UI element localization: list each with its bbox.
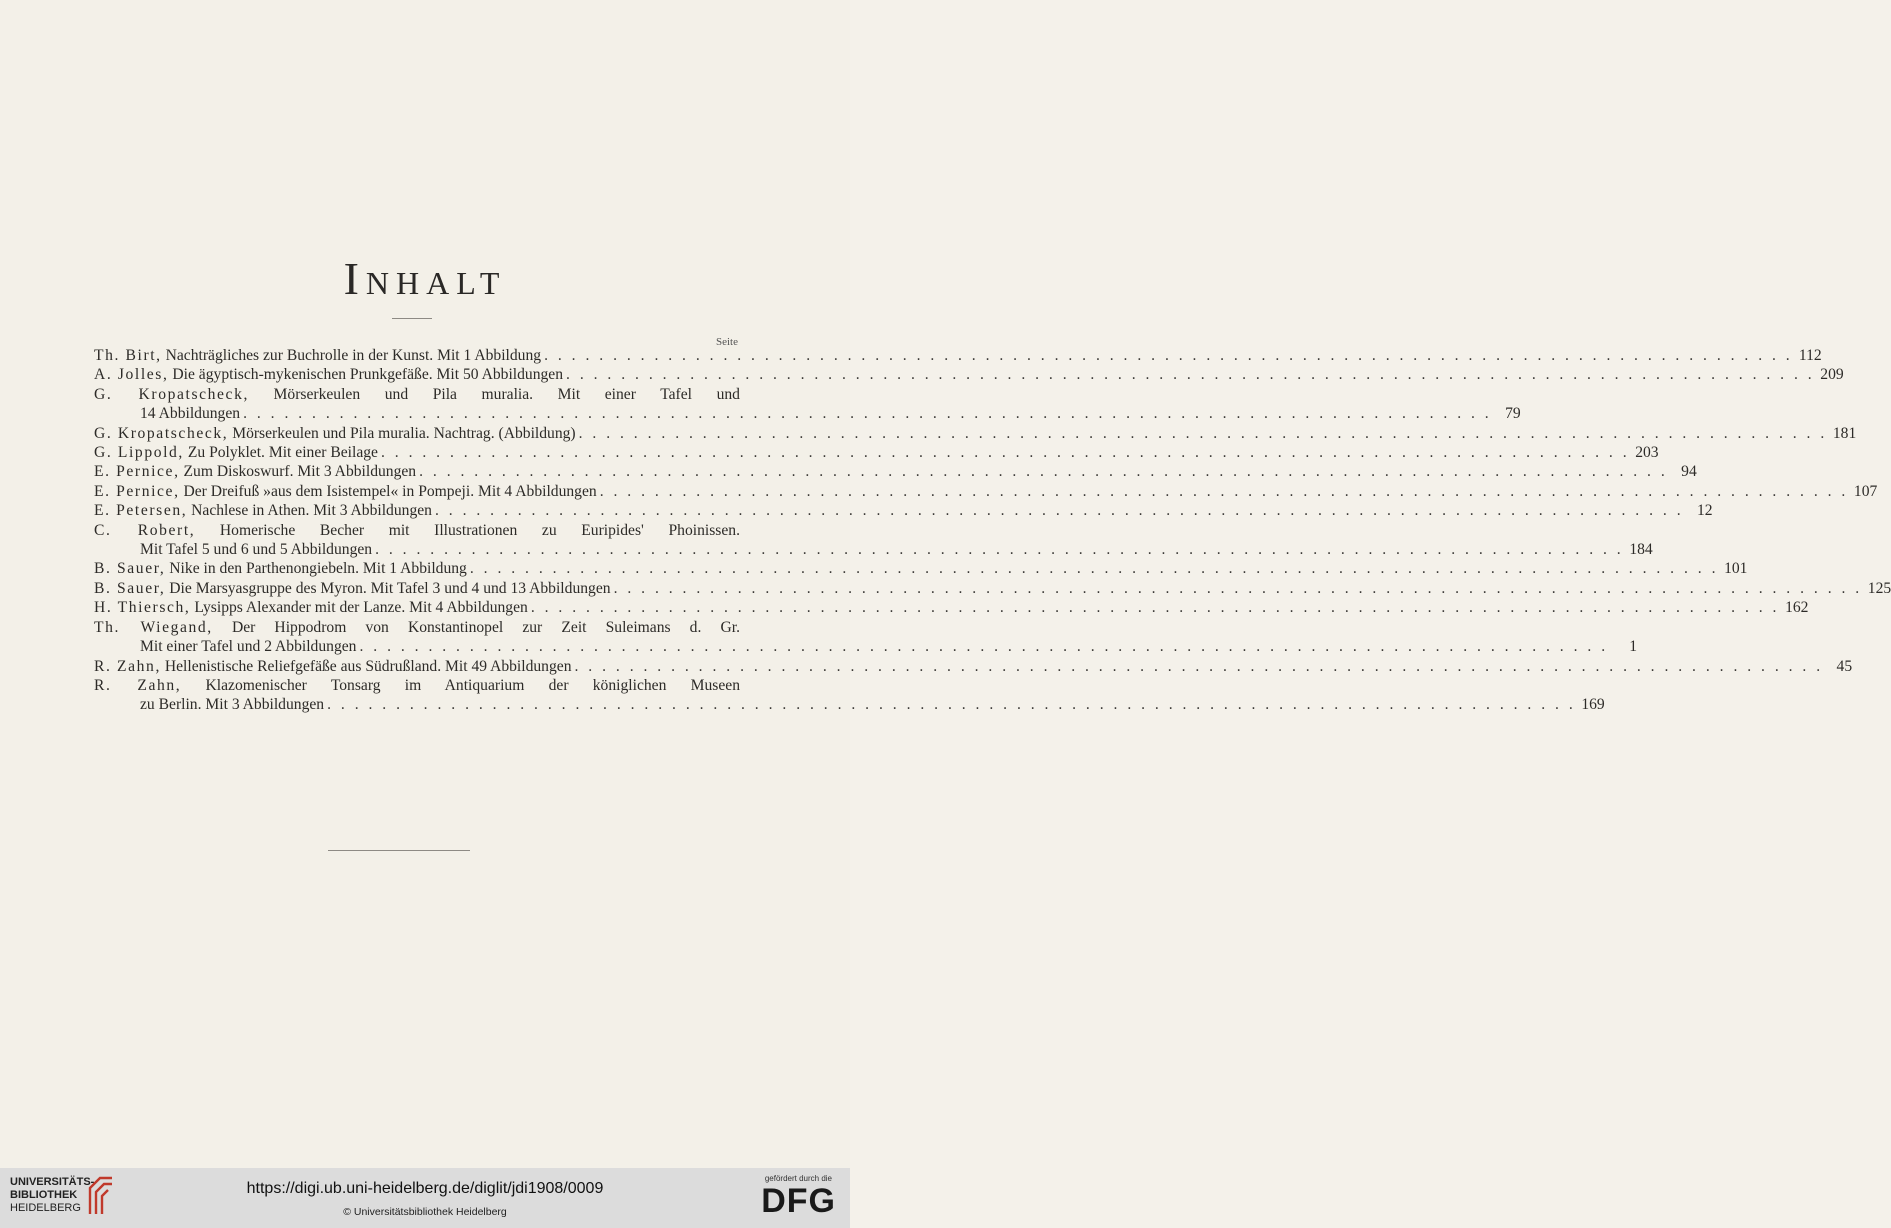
- toc-leader-dots: [597, 482, 1852, 501]
- copyright-notice: © Universitätsbibliothek Heidelberg: [343, 1206, 507, 1218]
- toc-entry: [94, 657, 1853, 676]
- toc-page-number: 12: [1697, 502, 1713, 520]
- toc-entry: [94, 598, 1809, 617]
- page-title: Inhalt: [343, 253, 507, 304]
- toc-line: [94, 482, 1878, 501]
- toc-author: Th. Wiegand,: [94, 618, 213, 636]
- toc-line-text: [94, 598, 528, 617]
- toc-entry: [94, 501, 1713, 520]
- toc-page-number: 101: [1724, 560, 1748, 578]
- toc-title: 14 Abbildungen: [140, 405, 241, 423]
- toc-author: Th. Birt,: [94, 347, 162, 364]
- toc-line-text: [140, 637, 356, 656]
- toc-leader-dots: [324, 695, 1579, 714]
- toc-line-text: [94, 676, 740, 695]
- toc-line-text: [140, 404, 240, 423]
- toc-leader-dots: [356, 637, 1611, 656]
- toc-author: C. Robert,: [94, 521, 196, 539]
- toc-author: R. Zahn,: [94, 676, 182, 694]
- toc-page-number: 79: [1505, 405, 1521, 423]
- toc-page-number: 181: [1832, 424, 1857, 442]
- toc-line: [94, 637, 1638, 656]
- toc-leader-dots: [541, 346, 1796, 365]
- toc-line-text: [94, 385, 740, 404]
- toc-title: Der Hippodrom von Konstantinopel zur Zeit Suleimans d. Gr.: [231, 618, 740, 636]
- toc-line: [94, 618, 740, 637]
- toc-leader-dots: [563, 365, 1818, 384]
- toc-title: Nike in den Parthenongiebeln. Mit 1 Abbildung: [169, 560, 467, 578]
- toc-author: B. Sauer,: [94, 560, 166, 578]
- toc-entry: [94, 365, 1844, 384]
- toc-title: Lysipps Alexander mit der Lanze. Mit 4 Abbildungen: [194, 599, 528, 617]
- toc-leader-dots: [240, 404, 1495, 423]
- toc-line: [94, 424, 1857, 443]
- toc-page-number: 94: [1681, 463, 1697, 481]
- toc-leader-dots: [572, 657, 1827, 676]
- toc-entry: [94, 443, 1659, 462]
- page-column-label: Seite: [716, 336, 738, 348]
- toc-title: Mörserkeulen und Pila muralia. Nachtrag. (Abbildung): [232, 424, 576, 442]
- toc-line: [94, 501, 1713, 520]
- toc-line: [94, 559, 1748, 578]
- toc-entry: [94, 346, 1822, 365]
- toc-line-text: [94, 462, 416, 481]
- toc-page-number: 45: [1836, 657, 1853, 675]
- toc-page-number: 209: [1820, 366, 1844, 384]
- toc-line: [94, 676, 740, 695]
- toc-leader-dots: [611, 579, 1866, 598]
- toc-page-number: 203: [1635, 444, 1659, 462]
- toc-line: [94, 521, 740, 540]
- toc-title: Mörserkeulen und Pila muralia. Mit einer Tafel und: [273, 385, 740, 403]
- toc-author: G. Kropatscheck,: [94, 424, 229, 442]
- toc-leader-dots: [576, 424, 1831, 443]
- toc-title: Klazomenischer Tonsarg im Antiquarium der königlichen Museen: [205, 676, 740, 694]
- toc-line-text: [94, 618, 740, 637]
- toc-entry: [94, 618, 1638, 657]
- toc-page-number: 162: [1785, 599, 1809, 617]
- toc-line-text: [94, 559, 467, 578]
- toc-line: [94, 598, 1809, 617]
- toc-title: Homerische Becher mit Illustrationen zu Euripides' Phoinissen.: [219, 521, 740, 539]
- toc-page-number: 169: [1581, 696, 1605, 714]
- toc-author: E. Petersen,: [94, 502, 188, 520]
- toc-line-text: [94, 443, 378, 462]
- toc-line: [94, 657, 1853, 676]
- toc-title: zu Berlin. Mit 3 Abbildungen: [140, 696, 325, 714]
- toc-entry: [94, 462, 1697, 481]
- toc-title: Der Dreifuß »aus dem Isistempel« in Pompeji. Mit 4 Abbildungen: [183, 482, 597, 500]
- toc-line: [94, 385, 740, 404]
- toc-author: H. Thiersch,: [94, 599, 191, 617]
- toc-line-text: [94, 482, 597, 501]
- toc-line: [94, 346, 1822, 365]
- toc-line: [94, 695, 1605, 714]
- toc-entry: [94, 559, 1748, 578]
- permalink-url[interactable]: https://digi.ub.uni-heidelberg.de/diglit/jdi1908/0009: [246, 1180, 604, 1197]
- dfg-caption: gefördert durch die: [764, 1174, 832, 1183]
- table-of-contents: [94, 346, 1891, 715]
- toc-title: Mit Tafel 5 und 6 und 5 Abbildungen: [140, 541, 373, 559]
- toc-leader-dots: [378, 443, 1633, 462]
- logo-text-line: BIBLIOTHEK: [10, 1189, 78, 1201]
- toc-page-number: 184: [1629, 541, 1653, 559]
- toc-line-text: [94, 657, 572, 676]
- toc-author: E. Pernice,: [94, 463, 180, 481]
- toc-line: [94, 540, 1653, 559]
- toc-title: Die Marsyasgruppe des Myron. Mit Tafel 3 und 4 und 13 Abbildungen: [169, 579, 611, 597]
- toc-author: B. Sauer,: [94, 579, 166, 597]
- toc-title: Die ägyptisch-mykenischen Prunkgefäße. Mit 50 Abbildungen: [172, 366, 564, 384]
- logo-text-line: UNIVERSITÄTS-: [10, 1176, 95, 1188]
- toc-leader-dots: [372, 540, 1627, 559]
- toc-entry: [94, 424, 1857, 443]
- toc-title: Zum Diskoswurf. Mit 3 Abbildungen: [183, 463, 417, 481]
- toc-line-text: [94, 521, 740, 540]
- toc-entry: [94, 521, 1653, 560]
- dfg-logo[interactable]: DFG: [761, 1182, 836, 1220]
- toc-line-text: [94, 424, 576, 443]
- toc-page-number: 112: [1798, 347, 1822, 364]
- toc-line: [94, 365, 1844, 384]
- toc-title: Nachträgliches zur Buchrolle in der Kunst. Mit 1 Abbildung: [165, 347, 542, 364]
- viewer-footer: [0, 1168, 850, 1228]
- toc-line: [94, 404, 1521, 423]
- toc-line-text: [94, 501, 432, 520]
- closing-rule: [328, 850, 470, 851]
- toc-line: [94, 462, 1697, 481]
- toc-author: A. Jolles,: [94, 366, 169, 384]
- toc-entry: [94, 676, 1605, 715]
- toc-line-text: [140, 540, 372, 559]
- toc-title: Mit einer Tafel und 2 Abbildungen: [140, 638, 357, 656]
- toc-title: Nachlese in Athen. Mit 3 Abbildungen: [191, 502, 432, 520]
- toc-author: G. Kropatscheck,: [94, 385, 249, 403]
- title-rule: [392, 318, 432, 319]
- toc-line: [94, 443, 1659, 462]
- toc-line-text: [94, 365, 563, 384]
- toc-author: R. Zahn,: [94, 657, 161, 675]
- toc-entry: [94, 385, 1521, 424]
- toc-author: G. Lippold,: [94, 444, 184, 462]
- toc-page-number: 125: [1867, 579, 1891, 597]
- toc-entry: [94, 482, 1878, 501]
- logo-text-line: HEIDELBERG: [10, 1202, 81, 1214]
- toc-line-text: [94, 346, 541, 365]
- toc-leader-dots: [528, 598, 1783, 617]
- toc-page-number: 1: [1629, 638, 1638, 656]
- toc-title: Hellenistische Reliefgefäße aus Südrußland. Mit 49 Abbildungen: [164, 657, 572, 675]
- toc-leader-dots: [416, 462, 1671, 481]
- toc-leader-dots: [432, 501, 1687, 520]
- toc-line: [94, 579, 1891, 598]
- toc-entry: [94, 579, 1891, 598]
- toc-author: E. Pernice,: [94, 482, 180, 500]
- toc-leader-dots: [467, 559, 1722, 578]
- toc-line-text: [140, 695, 324, 714]
- toc-title: Zu Polyklet. Mit einer Beilage: [187, 444, 378, 462]
- toc-line-text: [94, 579, 611, 598]
- toc-page-number: 107: [1853, 482, 1878, 500]
